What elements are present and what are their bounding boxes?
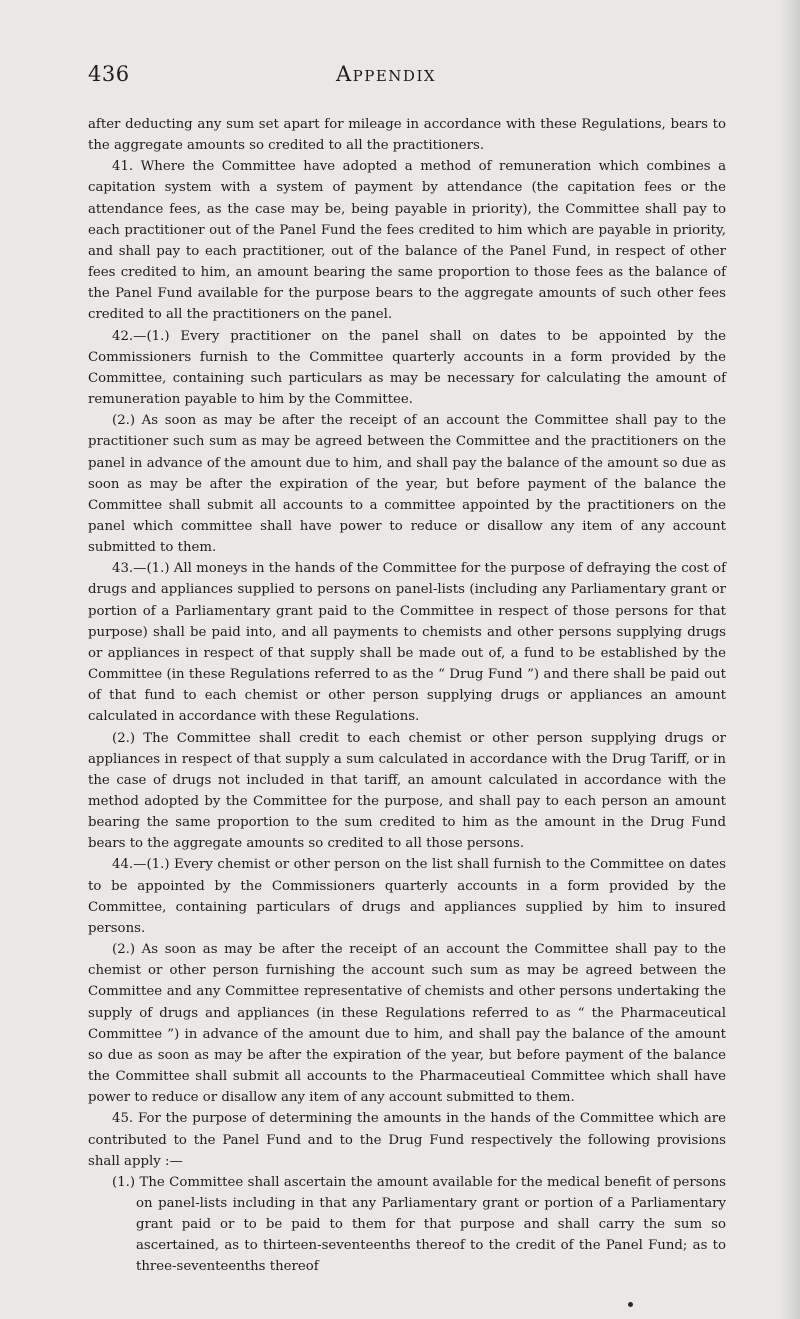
paragraph-44-1: 44.—(1.) Every chemist or other person on the list shall furnish to the Committee on dates to be appointed by the Commissioners quarterly accounts in a form provided by the Committee, containing particulars of drugs and appliances supplied by him to insured persons. [88,857,726,936]
page-header [88,62,728,92]
page-body [88,114,726,1278]
paragraph-42-1: 42.—(1.) Every practitioner on the panel shall on dates to be appointed by the Commissioners furnish to the Committee quarterly accounts in a form provided by the Committee, containing such particulars as may be necessary for calculating the amount of remuneration payable to him by the Committee. [88,328,726,408]
paragraph-45-1: (1.) The Committee shall ascertain the amount available for the medical benefit of persons on panel-lists including in that any Parliamentary grant or portion of a Parliamentary grant paid or to be paid to them for that purpose and shall carry the sum so ascertained, as to thirteen-seventeenths thereof to the credit of the Panel Fund; as to three-seventeenths thereof [112,1174,726,1275]
paragraph-41: 41. Where the Committee have adopted a method of remuneration which combines a capitation system with a system of payment by attendance (the capitation fees or the attendance fees, as the case may be, being payable in priority), the Committee shall pay to each practitioner out of the Panel Fund the fees credited to him which are payable in priority, and shall pay to each practitioner, out of the balance of the Panel Fund, in respect of other fees credited to him, an amount bearing the same proportion to those fees as the balance of the Panel Fund available for the purpose bears to the aggregate amounts of such other fees credited to all the practitioners on the panel. [88,159,726,323]
page-edge-shadow [778,0,800,1319]
ink-speck [628,1302,633,1307]
paragraph-43-1: 43.—(1.) All moneys in the hands of the Committee for the purpose of defraying the cost of drugs and appliances supplied to persons on panel-lists (including any Parliamentary grant or portion of a Parliamentary grant paid to the Committee in respect of those persons for that purpose) shall be paid into, and all payments to chemists and other persons supplying drugs or appliances in respect of that supply shall be made out of, a fund to be established by the Committee (in these Regulations referred to as the “ Drug Fund ”) and there shall be paid out of that fund to each chemist or other person supplying drugs or appliances an amount calculated in accordance with these Regulations. [88,561,726,725]
paragraph-43-2: (2.) The Committee shall credit to each chemist or other person supplying drugs or appliances in respect of that supply a sum calculated in accordance with the Drug Tariff, or in the case of drugs not included in that tariff, an amount calculated in accordance with the method adopted by the Committee for the purpose, and shall pay to each person an amount bearing the same proportion to the sum credited to him as the amount in the Drug Fund bears to the aggregate amounts so credited to all those persons. [88,730,726,852]
running-head: Appendix [336,62,437,86]
paragraph-44-2: (2.) As soon as may be after the receipt of an account the Committee shall pay to the chemist or other person furnishing the account such sum as may be agreed between the Committee and any Committee representative of chemists and other persons undertaking the supply of drugs and appliances (in these Regulations referred to as “ the Pharmaceutical Committee ”) in advance of the amount due to him, and shall pay the balance of the amount so due as soon as may be after the expiration of the year, but before payment of the balance the Committee shall submit all accounts to the Pharmaceutieal Committee which shall have power to reduce or disallow any item of any account submitted to them. [88,942,726,1106]
paragraph-42-2: (2.) As soon as may be after the receipt of an account the Committee shall pay to the practitioner such sum as may be agreed between the Committee and the practitioners on the panel in advance of the amount due to him, and shall pay the balance of the amount so due as soon as may be after the expiration of the year, but before payment of the balance the Committee shall submit all accounts to a committee appointed by the practitioners on the panel which committee shall have power to reduce or disallow any item of any account submitted to them. [88,413,726,556]
paragraph-45: 45. For the purpose of determining the amounts in the hands of the Committee which are contributed to the Panel Fund and to the Drug Fund respectively the following provisions shall apply :— [88,1111,726,1169]
paragraph-continuation: after deducting any sum set apart for mileage in accordance with these Regulations, bears to the aggregate amounts so credited to all the practitioners. [88,117,726,154]
page-number: 436 [88,62,130,86]
